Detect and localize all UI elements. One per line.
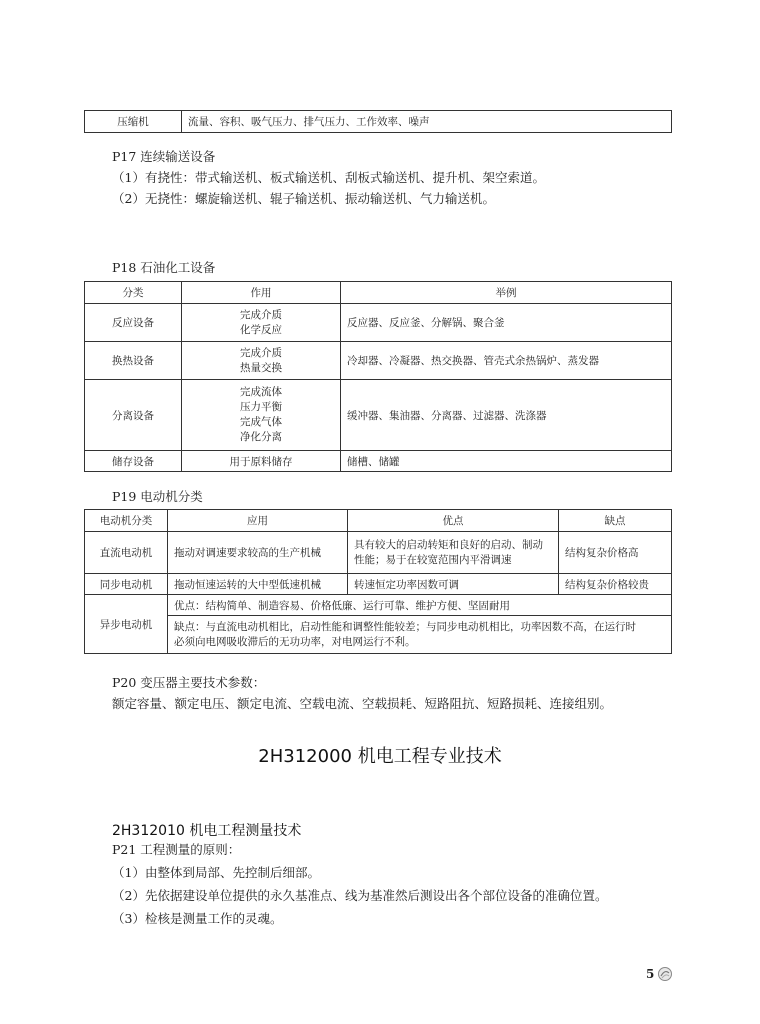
p19-header-disadvantages: 缺点: [559, 510, 672, 532]
function-line: 净化分离: [240, 431, 282, 443]
p18-row-2-category: 换热设备: [85, 342, 182, 380]
p19-sync-disadvantages: 结构复杂价格较贵: [559, 574, 672, 595]
p18-row-2-function: [182, 342, 341, 380]
function-line: 完成气体: [240, 416, 282, 428]
table-row: [85, 304, 672, 342]
advantage-line: 具有较大的启动转矩和良好的启动、制动: [354, 538, 543, 551]
p18-row-1-function: [182, 304, 341, 342]
page-number: 5: [646, 967, 655, 981]
p21-item-3: （3）检核是测量工作的灵魂。: [112, 911, 283, 926]
p18-row-3-function: [182, 380, 341, 451]
p19-async-disadvantages: [168, 616, 672, 654]
p20-title: P20 变压器主要技术参数：: [112, 675, 266, 690]
p19-async-name: 异步电动机: [85, 595, 168, 654]
table-row: [85, 342, 672, 380]
table-row: [85, 616, 672, 654]
p19-header-application: 应用: [168, 510, 348, 532]
p21-item-1: （1）由整体到局部、先控制后细部。: [112, 865, 320, 880]
p18-row-4-category: 储存设备: [85, 451, 182, 472]
disadvantage-line: 必须向电网吸收滞后的无功功率，对电网运行不利。: [174, 635, 416, 648]
p19-dc-application: 拖动对调速要求较高的生产机械: [168, 532, 348, 574]
p18-row-1-category: 反应设备: [85, 304, 182, 342]
p18-title: P18 石油化工设备: [112, 260, 216, 275]
p18-row-3-examples: 缓冲器、集油器、分离器、过滤器、洗涤器: [341, 380, 672, 451]
p19-header-type: 电动机分类: [85, 510, 168, 532]
p18-row-3-category: 分离设备: [85, 380, 182, 451]
table-row: [85, 451, 672, 472]
compressor-params: 流量、容积、吸气压力、排气压力、工作效率、噪声: [182, 111, 672, 133]
p20-text: 额定容量、额定电压、额定电流、空载电流、空载损耗、短路阻抗、短路损耗、连接组别。: [112, 696, 613, 711]
p21-item-2: （2）先依据建设单位提供的永久基准点、线为基准然后测设出各个部位设备的准确位置。: [112, 888, 608, 903]
section-heading: 2H312000 机电工程专业技术: [258, 746, 502, 767]
p18-table: [84, 281, 672, 472]
p18-row-2-examples: 冷却器、冷凝器、热交换器、管壳式余热锅炉、蒸发器: [341, 342, 672, 380]
function-line: 压力平衡: [240, 401, 282, 413]
function-line: 化学反应: [240, 323, 282, 336]
p19-table: [84, 509, 672, 654]
p18-header-category: 分类: [85, 282, 182, 304]
table-row: [85, 532, 672, 574]
p19-dc-disadvantages: 结构复杂价格高: [559, 532, 672, 574]
page-corner-icon: [657, 966, 673, 982]
p19-sync-application: 拖动恒速运转的大中型低速机械: [168, 574, 348, 595]
advantage-line: 性能；易于在较宽范围内平滑调速: [354, 553, 512, 566]
p17-title: P17 连续输送设备: [112, 149, 216, 164]
subsection-heading: 2H312010 机电工程测量技术: [112, 823, 302, 839]
p21-title: P21 工程测量的原则：: [112, 842, 241, 857]
p18-row-4-function: 用于原料储存: [182, 451, 341, 472]
p19-sync-advantages: 转速恒定功率因数可调: [348, 574, 559, 595]
function-line: 热量交换: [240, 361, 282, 374]
p17-item-1: （1）有挠性：带式输送机、板式输送机、刮板式输送机、提升机、架空索道。: [112, 170, 545, 185]
p19-dc-advantages: [348, 532, 559, 574]
disadvantage-line: 缺点：与直流电动机相比，启动性能和调整性能较差；与同步电动机相比，功率因数不高，在运行时: [174, 620, 636, 633]
p19-async-advantages: 优点：结构简单、制造容易、价格低廉、运行可靠、维护方便、坚固耐用: [168, 595, 672, 616]
p18-row-1-examples: 反应器、反应釜、分解锅、聚合釜: [341, 304, 672, 342]
p18-header-function: 作用: [182, 282, 341, 304]
p19-sync-name: 同步电动机: [85, 574, 168, 595]
function-line: 完成介质: [240, 346, 282, 359]
table-row: [85, 574, 672, 595]
function-line: 完成介质: [240, 308, 282, 321]
p19-dc-name: 直流电动机: [85, 532, 168, 574]
p19-header-advantages: 优点: [348, 510, 559, 532]
p19-title: P19 电动机分类: [112, 489, 203, 504]
p18-header-examples: 举例: [341, 282, 672, 304]
table-row: [85, 595, 672, 616]
p17-item-2: （2）无挠性：螺旋输送机、辊子输送机、振动输送机、气力输送机。: [112, 191, 495, 206]
p18-row-4-examples: 储槽、储罐: [341, 451, 672, 472]
table-row: [85, 380, 672, 451]
function-line: 完成流体: [240, 386, 282, 398]
compressor-label: 压缩机: [85, 111, 182, 133]
compressor-table: [84, 110, 672, 133]
